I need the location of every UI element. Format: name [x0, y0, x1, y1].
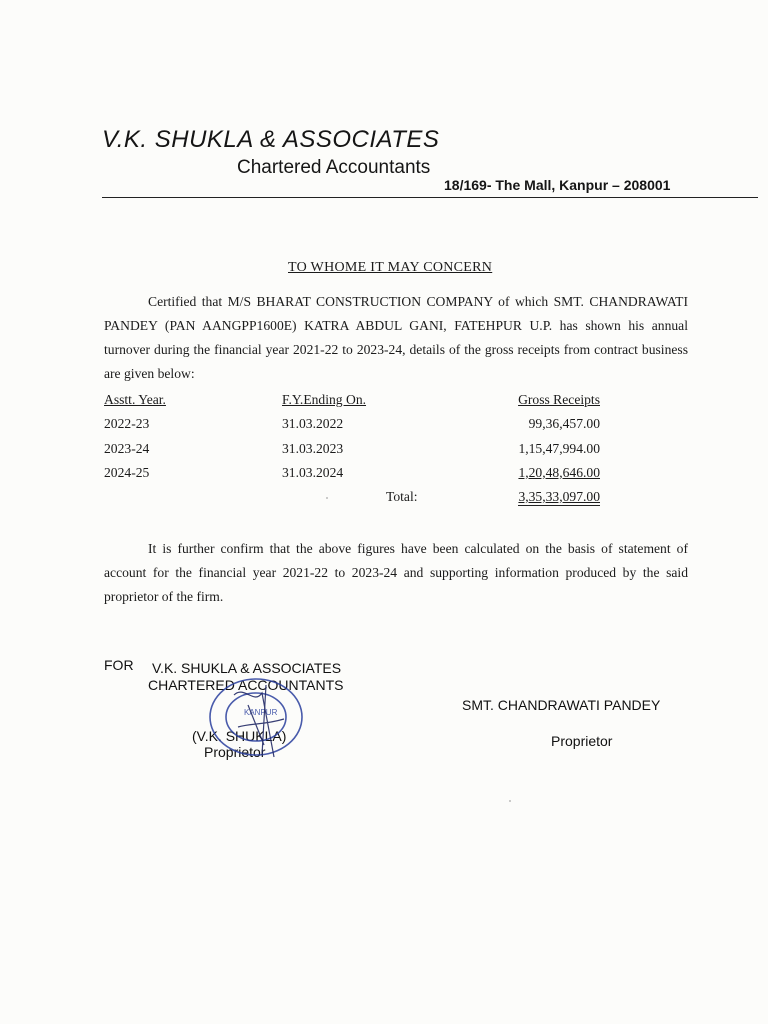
signatory-name: (V.K. SHUKLA): [192, 728, 287, 744]
paper-speck: [326, 497, 328, 499]
for-label: FOR: [104, 657, 134, 673]
signatory-title: Proprietor: [204, 744, 266, 760]
row-2-receipts: 1,15,47,994.00: [518, 441, 600, 456]
signing-firm-line-1: V.K. SHUKLA & ASSOCIATES: [152, 660, 342, 676]
client-name: SMT. CHANDRAWATI PANDEY: [462, 697, 661, 713]
signing-firm-line-2: CHARTERED ACCOUNTANTS: [148, 677, 344, 693]
row-1-ending: 31.03.2022: [282, 416, 344, 431]
column-header-receipts: Gross Receipts: [518, 392, 600, 407]
paragraph-1-text: Certified that M/S BHARAT CONSTRUCTION COMPANY of which SMT. CHANDRAWATI PANDEY (PAN AANGPP1600E) KATRA ABDUL GANI, FATEHPUR U.P. has shown his annual turnover during the financial year 2021-22 to 2023-24, details of the gross receipts from contract business are given below:: [104, 294, 688, 381]
certificate-heading: TO WHOME IT MAY CONCERN: [288, 260, 493, 275]
paper-speck: [509, 800, 511, 802]
total-value: 3,35,33,097.00: [518, 489, 600, 504]
row-1-year: 2022-23: [104, 416, 150, 431]
firm-subtitle: Chartered Accountants: [237, 157, 431, 178]
row-3-year: 2024-25: [104, 465, 150, 480]
certificate-paragraph-2: [104, 537, 688, 609]
certificate-paragraph-1: [104, 290, 688, 386]
firm-name: V.K. SHUKLA & ASSOCIATES: [102, 126, 440, 153]
letterhead-divider: [102, 197, 758, 198]
paragraph-2-text: It is further confirm that the above figures have been calculated on the basis of statement of account for the financial year 2021-22 to 2023-24 and supporting information produced by the said proprietor of the firm.: [104, 541, 688, 604]
row-3-ending: 31.03.2024: [282, 465, 344, 480]
firm-seal-stamp: [204, 675, 308, 759]
column-header-year: Asstt. Year.: [104, 392, 166, 407]
client-title: Proprietor: [551, 733, 613, 749]
row-2-year: 2023-24: [104, 441, 150, 456]
firm-address: 18/169- The Mall, Kanpur – 208001: [444, 177, 671, 193]
stamp-city: KANPUR: [244, 708, 278, 717]
row-2-ending: 31.03.2023: [282, 441, 344, 456]
row-1-receipts: 99,36,457.00: [528, 416, 600, 431]
total-value-wrap: [480, 489, 600, 505]
row-3-receipts: 1,20,48,646.00: [518, 465, 600, 480]
column-header-ending: F.Y.Ending On.: [282, 392, 367, 407]
total-label: Total:: [386, 489, 418, 504]
